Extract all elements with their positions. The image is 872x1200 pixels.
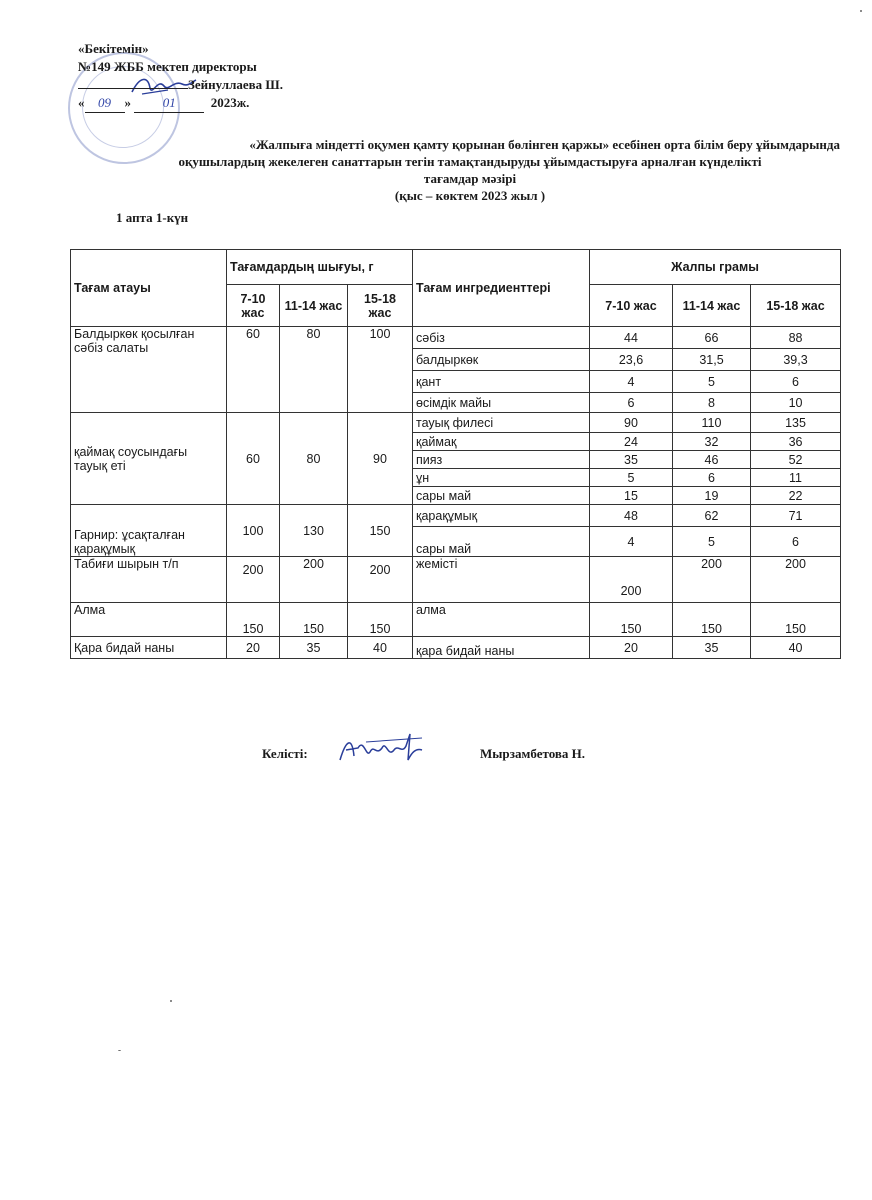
ingredient-name: сары май <box>413 487 590 505</box>
week-day-label: 1 апта 1-күн <box>116 210 189 225</box>
ingredient-gram-1: 4 <box>590 527 673 557</box>
ingredient-gram-2: 46 <box>673 451 751 469</box>
ingredient-gram-2: 31,5 <box>673 349 751 371</box>
title-line-3: тағамдар мәзірі <box>423 171 517 186</box>
approval-heading: «Бекітемін» <box>78 41 149 56</box>
dish-yield-3: 40 <box>348 637 413 659</box>
dish-yield-1: 20 <box>227 637 280 659</box>
ingredient-gram-2: 5 <box>673 371 751 393</box>
ingredient-gram-3: 36 <box>751 433 841 451</box>
scan-speck <box>860 10 862 12</box>
dish-yield-2: 35 <box>280 637 348 659</box>
dish-name: қаймақ соусындағы тауық еті <box>71 413 227 505</box>
ingredient-gram-1: 90 <box>590 413 673 433</box>
dish-yield-1: 150 <box>227 603 280 637</box>
ingredient-gram-2: 200 <box>673 557 751 603</box>
ingredient-name: қаймақ <box>413 433 590 451</box>
ingredient-gram-3: 40 <box>751 637 841 659</box>
dish-yield-3: 200 <box>348 557 413 603</box>
ingredient-name: қара бидай наны <box>413 637 590 659</box>
header-yield: Тағамдардың шығуы, г <box>227 250 413 285</box>
ingredient-gram-3: 52 <box>751 451 841 469</box>
ingredient-gram-2: 6 <box>673 469 751 487</box>
header-age-3: 15-18 жас <box>348 285 413 327</box>
nurse-name: Мырзамбетова Н. <box>480 746 586 761</box>
dish-yield-2: 200 <box>280 557 348 603</box>
title-line-2: оқушылардың жекелеген санаттарын тегін тамақтандыруды ұйымдастыруға арналған күнделікті <box>178 154 762 169</box>
ingredient-name: сәбіз <box>413 327 590 349</box>
title-line-1: «Жалпыға міндетті оқумен қамту қорынан бөлінген қаржы» есебінен орта білім беру ұйымдарында <box>249 137 840 152</box>
ingredient-gram-2: 62 <box>673 505 751 527</box>
ingredient-gram-2: 35 <box>673 637 751 659</box>
ingredient-gram-3: 200 <box>751 557 841 603</box>
ingredient-gram-2: 19 <box>673 487 751 505</box>
table-row <box>71 603 841 637</box>
header-total-age-1: 7-10 жас <box>590 285 673 327</box>
header-dish: Тағам атауы <box>71 250 227 327</box>
header-ingredients: Тағам ингредиенттері <box>413 250 590 327</box>
ingredient-gram-1: 6 <box>590 393 673 413</box>
header-total-age-3: 15-18 жас <box>751 285 841 327</box>
quote-open: « <box>78 95 85 110</box>
date-day: 09 <box>85 94 125 113</box>
approval-position: №149 ЖББ мектеп директоры <box>78 59 257 74</box>
ingredient-gram-1: 24 <box>590 433 673 451</box>
date-month: 01 <box>134 94 204 113</box>
ingredient-name: балдыркөк <box>413 349 590 371</box>
dish-yield-3: 100 <box>348 327 413 413</box>
agreed-label: Келісті: <box>262 746 308 761</box>
ingredient-gram-1: 20 <box>590 637 673 659</box>
ingredient-gram-2: 110 <box>673 413 751 433</box>
dish-yield-3: 150 <box>348 603 413 637</box>
ingredient-gram-3: 6 <box>751 527 841 557</box>
ingredient-gram-1: 23,6 <box>590 349 673 371</box>
scan-speck <box>118 1050 121 1051</box>
ingredient-name: сары май <box>413 527 590 557</box>
ingredient-name: ұн <box>413 469 590 487</box>
dish-yield-3: 90 <box>348 413 413 505</box>
ingredient-gram-1: 15 <box>590 487 673 505</box>
dish-yield-2: 130 <box>280 505 348 557</box>
quote-close: » <box>124 95 131 110</box>
table-row <box>71 637 841 659</box>
ingredient-gram-3: 88 <box>751 327 841 349</box>
dish-name: Қара бидай наны <box>71 637 227 659</box>
ingredient-name: жемісті <box>413 557 590 603</box>
table-row <box>71 557 841 603</box>
header-total-age-2: 11-14 жас <box>673 285 751 327</box>
ingredient-gram-1: 48 <box>590 505 673 527</box>
approval-signature-line <box>78 76 283 94</box>
dish-name: Алма <box>71 603 227 637</box>
ingredient-gram-3: 6 <box>751 371 841 393</box>
ingredient-name: тауық филесі <box>413 413 590 433</box>
ingredient-gram-1: 5 <box>590 469 673 487</box>
table-row <box>71 505 841 527</box>
header-total: Жалпы грамы <box>590 250 841 285</box>
ingredient-gram-3: 150 <box>751 603 841 637</box>
dish-yield-2: 150 <box>280 603 348 637</box>
dish-yield-1: 60 <box>227 327 280 413</box>
table-row <box>71 413 841 433</box>
scan-speck <box>170 1000 172 1002</box>
dish-name: Балдыркөк қосылған сәбіз салаты <box>71 327 227 413</box>
dish-yield-3: 150 <box>348 505 413 557</box>
ingredient-gram-3: 135 <box>751 413 841 433</box>
dish-name: Гарнир: ұсақталған қарақұмық <box>71 505 227 557</box>
ingredient-gram-3: 11 <box>751 469 841 487</box>
ingredient-name: өсімдік майы <box>413 393 590 413</box>
ingredient-gram-2: 8 <box>673 393 751 413</box>
dish-yield-2: 80 <box>280 327 348 413</box>
ingredient-gram-3: 22 <box>751 487 841 505</box>
header-age-2: 11-14 жас <box>280 285 348 327</box>
ingredient-name: қарақұмық <box>413 505 590 527</box>
ingredient-gram-3: 39,3 <box>751 349 841 371</box>
director-name: Зейнуллаева Ш. <box>188 77 283 92</box>
approval-date <box>78 94 283 113</box>
ingredient-gram-1: 44 <box>590 327 673 349</box>
header-age-1: 7-10 жас <box>227 285 280 327</box>
ingredient-gram-3: 71 <box>751 505 841 527</box>
dish-name: Табиғи шырын т/п <box>71 557 227 603</box>
ingredient-gram-1: 150 <box>590 603 673 637</box>
dish-yield-1: 200 <box>227 557 280 603</box>
signature-underline <box>78 76 188 89</box>
approval-block <box>78 40 283 113</box>
ingredient-gram-1: 200 <box>590 557 673 603</box>
ingredient-gram-1: 35 <box>590 451 673 469</box>
nurse-signature <box>336 730 426 766</box>
ingredient-gram-2: 32 <box>673 433 751 451</box>
title-line-4: (қыс – көктем 2023 жыл ) <box>394 188 546 203</box>
table-row <box>71 327 841 349</box>
ingredient-name: пияз <box>413 451 590 469</box>
ingredient-name: алма <box>413 603 590 637</box>
dish-yield-1: 60 <box>227 413 280 505</box>
dish-yield-2: 80 <box>280 413 348 505</box>
ingredient-gram-2: 66 <box>673 327 751 349</box>
date-year: 2023ж. <box>210 95 250 110</box>
ingredient-gram-1: 4 <box>590 371 673 393</box>
dish-yield-1: 100 <box>227 505 280 557</box>
menu-table <box>70 249 841 659</box>
ingredient-gram-2: 150 <box>673 603 751 637</box>
ingredient-gram-3: 10 <box>751 393 841 413</box>
ingredient-name: қант <box>413 371 590 393</box>
ingredient-gram-2: 5 <box>673 527 751 557</box>
document-title <box>100 136 840 204</box>
